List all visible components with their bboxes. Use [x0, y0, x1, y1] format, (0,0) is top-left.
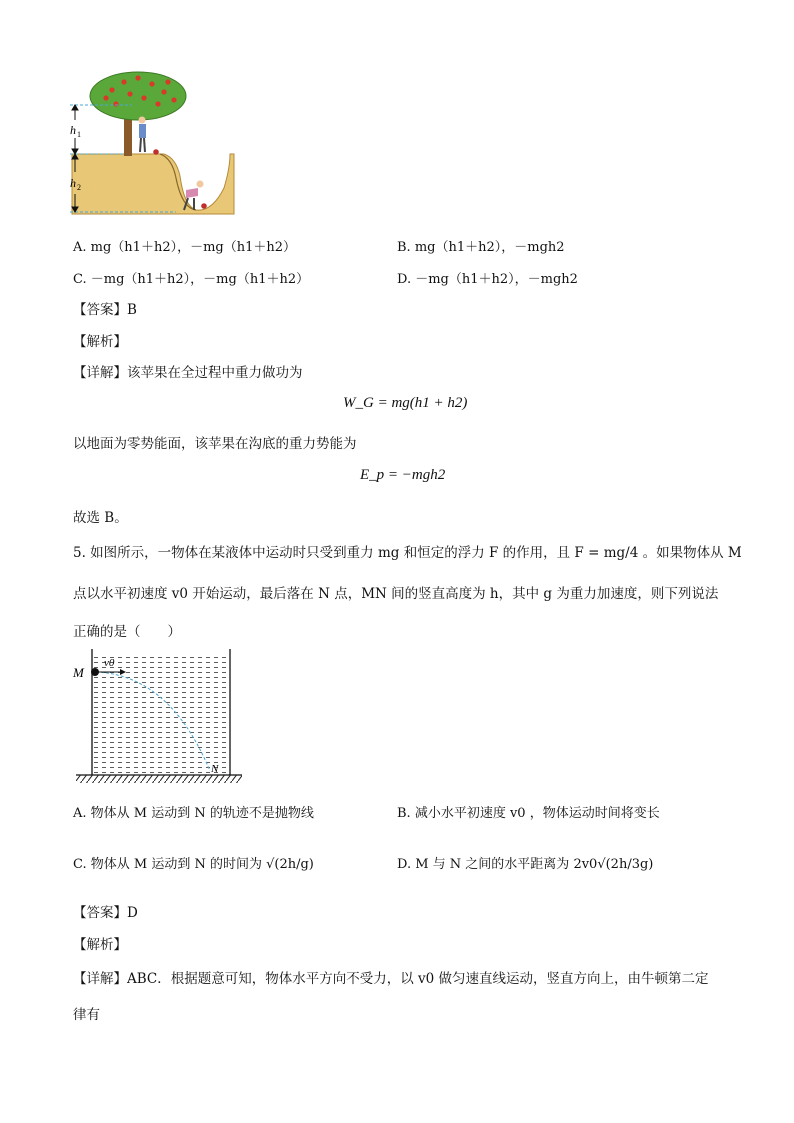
q5-option-d: D. M 与 N 之间的水平距离为 2v0√(2h/3g)	[397, 857, 654, 872]
apple-tree-figure	[64, 68, 236, 218]
cliff-ground	[72, 154, 234, 214]
q5-answer: 【答案】D	[73, 905, 138, 921]
analysis-title: 【解析】	[73, 334, 127, 350]
point-m	[91, 668, 99, 676]
label-h1-sub: 1	[77, 130, 81, 139]
q5-stem-line3: 正确的是（ ）	[73, 624, 181, 640]
q5-option-b: B. 减小水平初速度 v0 ，物体运动时间将变长	[397, 806, 660, 821]
formula-work: W_G = mg(h1 + h2)	[343, 395, 468, 411]
q5-option-a: A. 物体从 M 运动到 N 的轨迹不是抛物线	[73, 806, 314, 821]
label-v0: v0	[104, 657, 115, 669]
option-c: C. －mg（h1＋h2），－mg（h1＋h2）	[73, 272, 310, 287]
label-h2: h	[70, 176, 76, 190]
option-b: B. mg（h1＋h2），－mgh2	[397, 240, 565, 255]
person-top	[139, 117, 147, 153]
q5-detail-line2: 律有	[73, 1007, 100, 1023]
q5-stem-line1: 5. 如图所示，一物体在某液体中运动时只受到重力 mg 和恒定的浮力 F 的作用，且 F = mg/4 。如果物体从 M	[73, 545, 742, 561]
q5-stem-line2: 点以水平初速度 v0 开始运动，最后落在 N 点，MN 间的竖直高度为 h，其中 g 为重力加速度，则下列说法	[73, 586, 719, 602]
ground-text: 以地面为零势能面，该苹果在沟底的重力势能为	[73, 436, 357, 452]
formula-ep: E_p = −mgh2	[360, 467, 446, 483]
option-d: D. －mg（h1＋h2），－mgh2	[397, 272, 578, 287]
label-n: N	[211, 763, 219, 775]
label-h2-sub: 2	[77, 183, 81, 192]
liquid	[92, 657, 230, 775]
liquid-tank-figure	[70, 645, 250, 790]
q5-analysis-title: 【解析】	[73, 937, 127, 953]
label-h1: h	[70, 123, 76, 137]
detail-text: 【详解】该苹果在全过程中重力做功为	[73, 365, 303, 381]
q5-option-c: C. 物体从 M 运动到 N 的时间为 √(2h/g)	[73, 857, 314, 872]
ground-hatch	[76, 775, 242, 783]
conclusion: 故选 B。	[73, 510, 128, 526]
answer-line: 【答案】B	[73, 302, 137, 318]
q5-detail-line1: 【详解】ABC．根据题意可知，物体水平方向不受力，以 v0 做匀速直线运动，竖直方向上，由牛顿第二定	[73, 971, 709, 987]
label-m: M	[73, 665, 84, 680]
option-a: A. mg（h1＋h2），－mg（h1＋h2）	[73, 240, 297, 255]
